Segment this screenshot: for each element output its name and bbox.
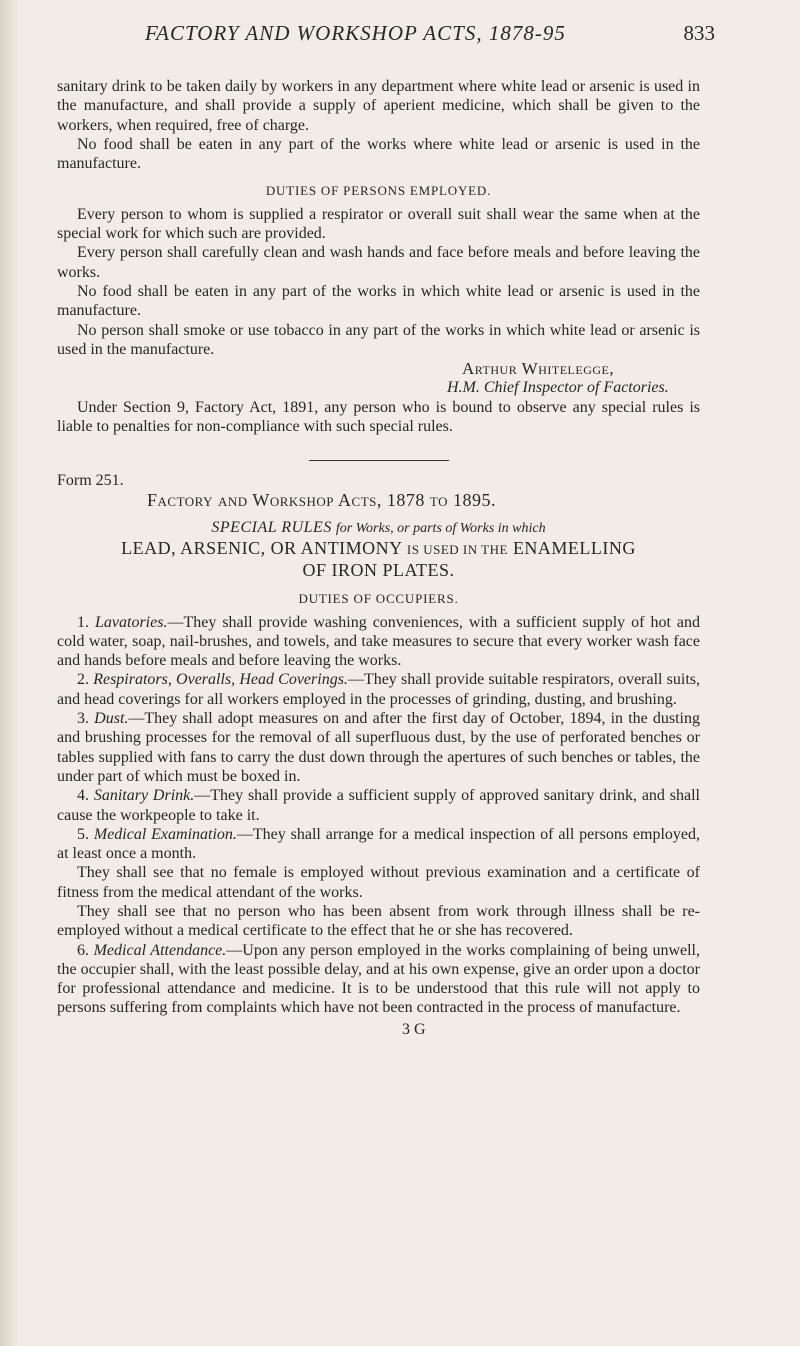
rule-item bbox=[57, 786, 700, 825]
rules-subject bbox=[57, 538, 700, 581]
rule-item bbox=[57, 709, 700, 786]
rule-item bbox=[57, 825, 700, 864]
rule-number: 6. bbox=[77, 941, 89, 959]
rules-title bbox=[57, 518, 700, 538]
paragraph: Every person to whom is supplied a respirator or overall suit shall wear the same when at the special work for which such are provided. bbox=[57, 205, 700, 243]
paragraph: Every person shall carefully clean and wash hands and face before meals and before leaving the works. bbox=[57, 244, 700, 281]
signature-title: H.M. Chief Inspector of Factories. bbox=[447, 379, 669, 397]
rule-number: 5. bbox=[77, 825, 89, 843]
paragraph: No person shall smoke or use tobacco in any part of the works in which white lead or arsenic is used in the manufacture. bbox=[57, 321, 700, 358]
signature-mark: 3 G bbox=[402, 1020, 426, 1038]
rule-text: —They shall arrange for a medical inspection of all persons employed, at least once a month. bbox=[57, 825, 701, 863]
rules-title-rest: for Works, or parts of Works in which bbox=[335, 520, 546, 536]
rule-title: Medical Attendance. bbox=[93, 941, 227, 959]
rule-number: 4. bbox=[77, 787, 89, 805]
paragraph: No food shall be eaten in any part of the works in which white lead or arsenic is used in the manufacture. bbox=[57, 282, 700, 320]
page-number: 833 bbox=[683, 21, 715, 45]
paragraph: They shall see that no person who has been absent from work through illness shall be re-employed without a medical certificate to the effect that he or she has recovered. bbox=[57, 902, 700, 940]
rule-text: —They shall adopt measures on and after the first day of October, 1894, in the dusting and brushing processes for the removal of all superfluous dust, by the use of perforated benches or tables supplied with fans to carry the dust down through the apertures of such benches or tables, the under part of which must be boxed in. bbox=[57, 710, 701, 785]
rules-title-main: SPECIAL RULES bbox=[211, 518, 332, 536]
act-title: Factory and Workshop Acts, 1878 to 1895. bbox=[147, 489, 496, 510]
rule-item bbox=[57, 670, 700, 709]
rules-subject-2: ENAMELLING bbox=[512, 538, 636, 559]
rule-number: 2. bbox=[77, 671, 89, 689]
rules-subject-3: OF IRON PLATES. bbox=[302, 560, 455, 581]
body-text bbox=[57, 77, 700, 1039]
rule-text: —Upon any person employed in the works complaining of being unwell, the occupier shall, with the least possible delay, and at his own expense, give an order upon a doctor for professional attendance and medicine. It is to be understood that this rule will not apply to persons suffering from complaints which have not been contracted in the process of manufacture. bbox=[57, 941, 701, 1017]
rule-title: Lavatories. bbox=[95, 613, 168, 631]
paragraph: Under Section 9, Factory Act, 1891, any person who is bound to observe any special rules is liable to penalties for non-compliance with such special rules. bbox=[57, 398, 700, 436]
rule-text: —They shall provide washing conveniences, with a sufficient supply of hot and cold water, soap, nail-brushes, and towels, and take measures to secure that every worker wash face and hands before meals and before leaving the works. bbox=[57, 613, 701, 670]
page-edge-shadow bbox=[0, 0, 18, 1346]
rule-title: Respirators, Overalls, Head Coverings. bbox=[93, 671, 348, 689]
rule-text: —They shall provide a sufficient supply of approved sanitary drink, and shall cause the workpeople to take it. bbox=[57, 787, 700, 824]
rule-title: Dust. bbox=[94, 710, 129, 728]
section-heading: DUTIES OF PERSONS EMPLOYED. bbox=[265, 183, 492, 199]
form-label: Form 251. bbox=[57, 472, 124, 490]
rule-title: Medical Examination. bbox=[93, 825, 237, 843]
rule-number: 1. bbox=[77, 613, 89, 631]
rule-text: —They shall provide suitable respirators, overall suits, and head coverings for all workers employed in the processes of grinding, dusting, and brushing. bbox=[57, 671, 701, 708]
paragraph: sanitary drink to be taken daily by workers in any department where white lead or arsenic is used in the manufacture, and shall provide a supply of aperient medicine, which shall be given to the workers, when required, free of charge. bbox=[57, 78, 700, 134]
rule-title: Sanitary Drink. bbox=[93, 787, 195, 805]
rules-subject-1: LEAD, ARSENIC, OR ANTIMONY bbox=[121, 538, 402, 559]
rule-item bbox=[57, 613, 700, 671]
paragraph: They shall see that no female is employed without previous examination and a certificate of fitness from the medical attendant of the works. bbox=[57, 864, 700, 901]
rules-subject-small: IS USED IN THE bbox=[406, 542, 508, 558]
rule-item bbox=[57, 941, 700, 1018]
rule-number: 3. bbox=[77, 710, 89, 728]
divider bbox=[309, 460, 449, 461]
section-heading: DUTIES OF OCCUPIERS. bbox=[298, 591, 459, 607]
running-header bbox=[145, 21, 715, 48]
header-title: FACTORY AND WORKSHOP ACTS, 1878-95 bbox=[145, 21, 566, 45]
signature-name: Arthur Whitelegge, bbox=[462, 359, 615, 379]
paragraph: No food shall be eaten in any part of the works where white lead or arsenic is used in the manufacture. bbox=[57, 135, 700, 173]
